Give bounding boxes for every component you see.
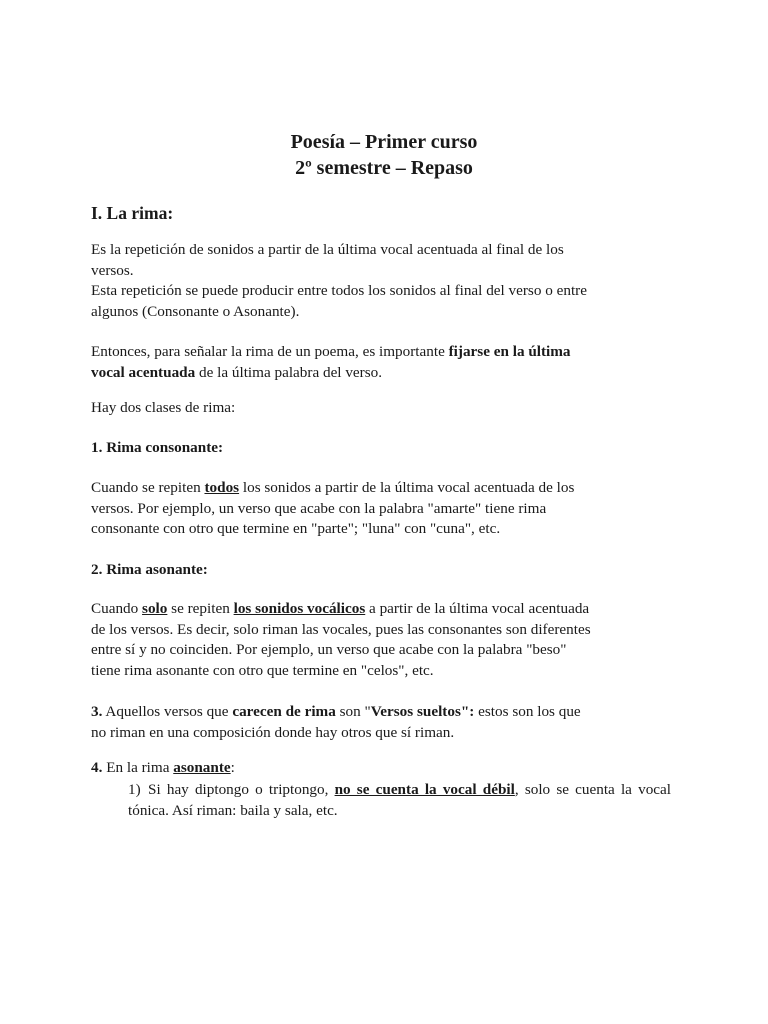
heading-rima-asonante: 2. Rima asonante: bbox=[91, 561, 208, 578]
importance-text-post: de la última palabra del verso. bbox=[195, 363, 383, 381]
consonante-line-3: consonante con otro que termine en "parte"; "luna" con "cuna", etc. bbox=[91, 520, 501, 537]
asonante-line-4: tiene rima asonante con otro que termine en "celos", etc. bbox=[91, 661, 434, 679]
list-item-number: 1) bbox=[128, 781, 141, 798]
point-4-emphasis-asonante: asonante bbox=[173, 759, 231, 776]
asonante-line-1-pre: Cuando bbox=[91, 600, 143, 617]
point-4-pre: En la rima bbox=[102, 759, 174, 776]
definition-line-3: Esta repetición se puede producir entre todos los sonidos al final del verso o entre bbox=[91, 282, 587, 299]
point-3-number: 3. bbox=[91, 703, 103, 720]
consonante-line-1-pre: Cuando se repiten bbox=[91, 479, 205, 496]
consonante-line-2: versos. Por ejemplo, un verso que acabe con la palabra "amarte" tiene rima bbox=[91, 499, 547, 517]
point-3-post: estos son los que bbox=[474, 703, 581, 720]
asonante-line-1-mid: se repiten bbox=[167, 600, 234, 617]
consonante-line-1-post: los sonidos a partir de la última vocal acentuada de los bbox=[239, 479, 575, 496]
point-3-mid: son " bbox=[335, 703, 371, 720]
list-item-pre: Si hay diptongo o triptongo, bbox=[148, 781, 335, 798]
definition-line-2: versos. bbox=[91, 261, 134, 279]
point-3-line-2: no riman en una composición donde hay otros que sí riman. bbox=[91, 723, 455, 741]
asonante-emphasis-solo: solo bbox=[142, 600, 168, 617]
importance-bold-1: fijarse en la última bbox=[448, 343, 571, 360]
paragraph-definition bbox=[91, 240, 681, 322]
point-4-post: : bbox=[230, 759, 235, 776]
point-4-number: 4. bbox=[91, 759, 103, 776]
importance-text-pre: Entonces, para señalar la rima de un poema, es importante bbox=[91, 343, 449, 360]
paragraph-consonante bbox=[91, 478, 681, 540]
asonante-emphasis-sonidos-vocalicos: los sonidos vocálicos bbox=[233, 600, 366, 617]
definition-line-1: Es la repetición de sonidos a partir de la última vocal acentuada al final de los bbox=[91, 241, 564, 258]
paragraph-importance bbox=[91, 342, 681, 383]
document-subtitle: 2º semestre – Repaso bbox=[295, 157, 473, 179]
list-item-emphasis-vocal-debil: no se cuenta la vocal débil bbox=[334, 781, 515, 798]
point-3-pre: Aquellos versos que bbox=[102, 703, 233, 720]
heading-rima-consonante: 1. Rima consonante: bbox=[91, 439, 224, 456]
paragraph-two-types: Hay dos clases de rima: bbox=[91, 399, 236, 416]
asonante-line-2: de los versos. Es decir, solo riman las vocales, pues las consonantes son diferentes bbox=[91, 620, 591, 638]
asonante-line-3: entre sí y no coinciden. Por ejemplo, un verso que acabe con la palabra "beso" bbox=[91, 641, 567, 658]
list-item-diptongo bbox=[128, 779, 671, 821]
document-title: Poesía – Primer curso bbox=[290, 131, 478, 153]
paragraph-versos-sueltos bbox=[91, 702, 681, 743]
importance-bold-2: vocal acentuada bbox=[91, 363, 196, 381]
paragraph-point-4 bbox=[91, 758, 681, 779]
point-3-bold-versos-sueltos: Versos sueltos bbox=[370, 703, 461, 720]
definition-line-4: algunos (Consonante o Asonante). bbox=[91, 302, 300, 320]
point-3-post-quote: ": bbox=[460, 703, 475, 720]
consonante-emphasis-todos: todos bbox=[204, 479, 240, 496]
section-heading-la-rima: I. La rima: bbox=[91, 203, 174, 223]
paragraph-asonante bbox=[91, 599, 681, 681]
list-item-post: , solo se cuenta la vocal tónica. Así riman: baila y sala, etc. bbox=[128, 781, 671, 819]
point-3-bold-carecen: carecen de rima bbox=[232, 703, 336, 720]
asonante-line-1-post: a partir de la última vocal acentuada bbox=[365, 600, 590, 617]
